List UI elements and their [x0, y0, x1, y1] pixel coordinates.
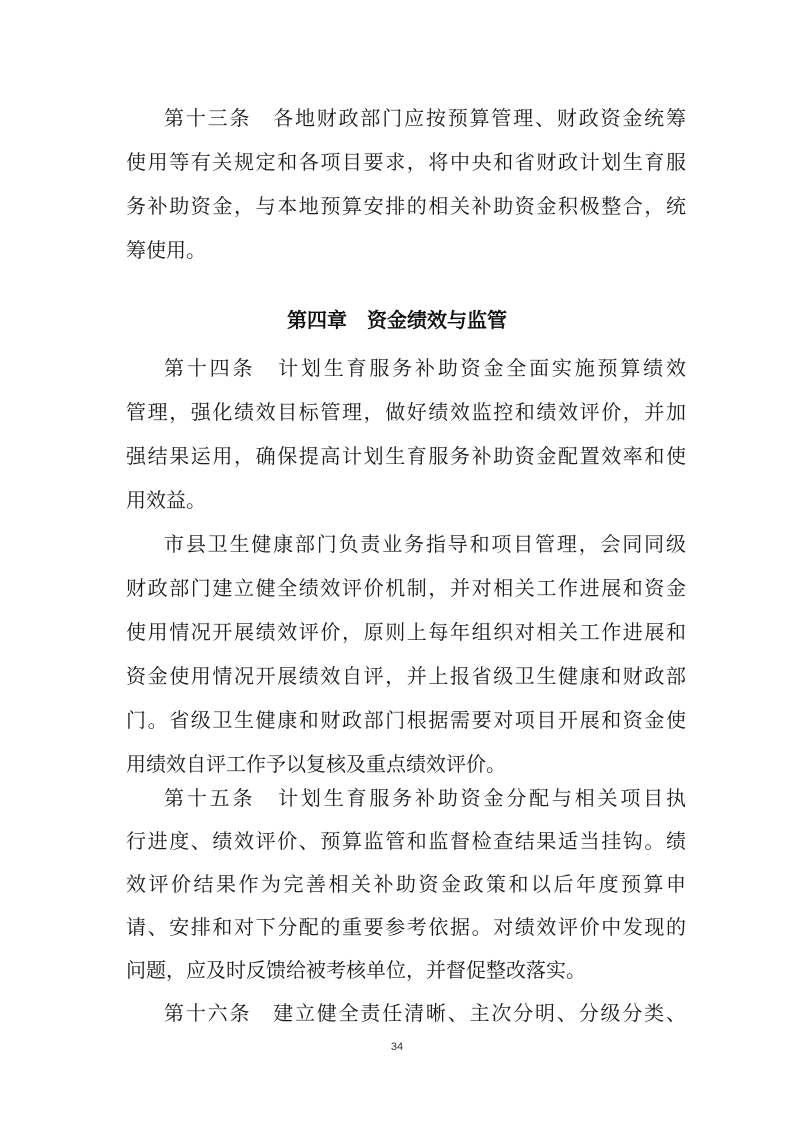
- text-line: 门。省级卫生健康和财政部门根据需要对项目开展和资金使: [126, 708, 686, 732]
- text-line: 第十三条 各地财政部门应按预算管理、财政资金统筹: [164, 106, 686, 130]
- text-line: 行进度、绩效评价、预算监管和监督检查结果适当挂钩。绩: [126, 829, 686, 853]
- text-line: 市县卫生健康部门负责业务指导和项目管理，会同同级: [164, 532, 686, 556]
- text-line: 请、安排和对下分配的重要参考依据。对绩效评价中发现的: [126, 915, 686, 939]
- text-line: 第十六条 建立健全责任清晰、主次分明、分级分类、: [164, 1001, 686, 1025]
- text-line: 第十五条 计划生育服务补助资金分配与相关项目执: [164, 786, 686, 810]
- text-line: 资金使用情况开展绩效自评，并上报省级卫生健康和财政部: [126, 664, 686, 688]
- text-line: 务补助资金，与本地预算安排的相关补助资金积极整合，统: [126, 194, 686, 218]
- text-line: 用效益。: [126, 488, 206, 512]
- text-line: 第十四条 计划生育服务补助资金全面实施预算绩效: [164, 356, 686, 380]
- text-line: 强结果运用，确保提高计划生育服务补助资金配置效率和使: [126, 444, 686, 468]
- page-number: 34: [390, 1041, 404, 1053]
- text-line: 财政部门建立健全绩效评价机制，并对相关工作进展和资金: [126, 576, 686, 600]
- text-line: 效评价结果作为完善相关补助资金政策和以后年度预算申: [126, 872, 686, 896]
- chapter-heading: 第四章 资金绩效与监管: [287, 308, 507, 332]
- text-line: 用绩效自评工作予以复核及重点绩效评价。: [126, 752, 506, 776]
- text-line: 问题，应及时反馈给被考核单位，并督促整改落实。: [126, 958, 586, 982]
- text-line: 筹使用。: [126, 238, 206, 262]
- text-line: 使用等有关规定和各项目要求，将中央和省财政计划生育服: [126, 150, 686, 174]
- text-line: 管理，强化绩效目标管理，做好绩效监控和绩效评价，并加: [126, 400, 686, 424]
- text-line: 使用情况开展绩效评价，原则上每年组织对相关工作进展和: [126, 620, 686, 644]
